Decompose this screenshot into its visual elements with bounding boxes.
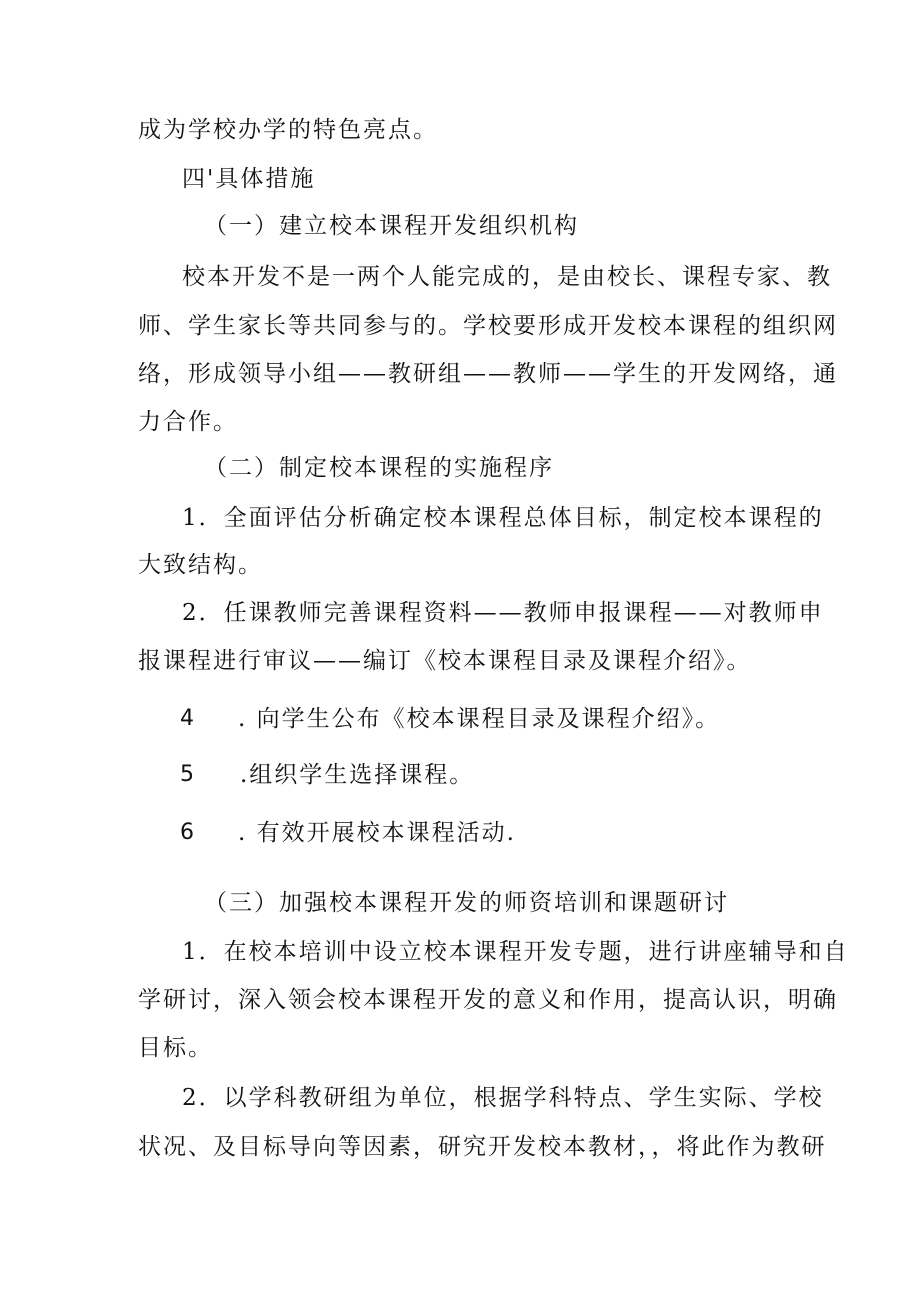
list-number: 4	[180, 706, 194, 731]
subsection-heading: （一）建立校本课程开发组织机构	[204, 213, 579, 239]
text-line: 学研讨，深入领会校本课程开发的意义和作用，提高认识，明确	[138, 987, 838, 1013]
text-line: 2．任课教师完善课程资料——教师申报课程——对教师申	[182, 600, 824, 626]
text-line: 1．全面评估分析确定校本课程总体目标，制定校本课程的	[182, 505, 824, 531]
subsection-heading: （二）制定校本课程的实施程序	[204, 455, 554, 481]
text-line: 大致结构。	[138, 552, 263, 578]
text-line: .组织学生选择课程。	[240, 762, 475, 788]
text-line: . 向学生公布《校本课程目录及课程介绍》。	[238, 706, 721, 732]
list-number: 5	[180, 762, 194, 787]
text-line: 2．以学科教研组为单位，根据学科特点、学生实际、学校	[182, 1085, 824, 1111]
text-line: 校本开发不是一两个人能完成的，是由校长、课程专家、教	[182, 264, 832, 290]
text-line: 成为学校办学的特色亮点。	[138, 117, 438, 143]
text-line: 络，形成领导小组——教研组——教师——学生的开发网络，通	[138, 361, 838, 387]
text-line: 状况、及目标导向等因素，研究开发校本教材，，将此作为教研	[138, 1134, 827, 1160]
text-line: 1．在校本培训中设立校本课程开发专题，进行讲座辅导和自	[182, 939, 849, 965]
text-line: 目标。	[138, 1035, 213, 1061]
text-line: 力合作。	[138, 409, 238, 435]
text-line: 报课程进行审议——编订《校本课程目录及课程介绍》。	[138, 648, 752, 674]
subsection-heading: （三）加强校本课程开发的师资培训和课题研讨	[204, 890, 729, 916]
text-line: . 有效开展校本课程活动.	[238, 820, 516, 846]
section-heading: 四'具体措施	[182, 166, 316, 192]
list-number: 6	[180, 820, 194, 845]
text-line: 师、学生家长等共同参与的。学校要形成开发校本课程的组织网	[138, 313, 838, 339]
